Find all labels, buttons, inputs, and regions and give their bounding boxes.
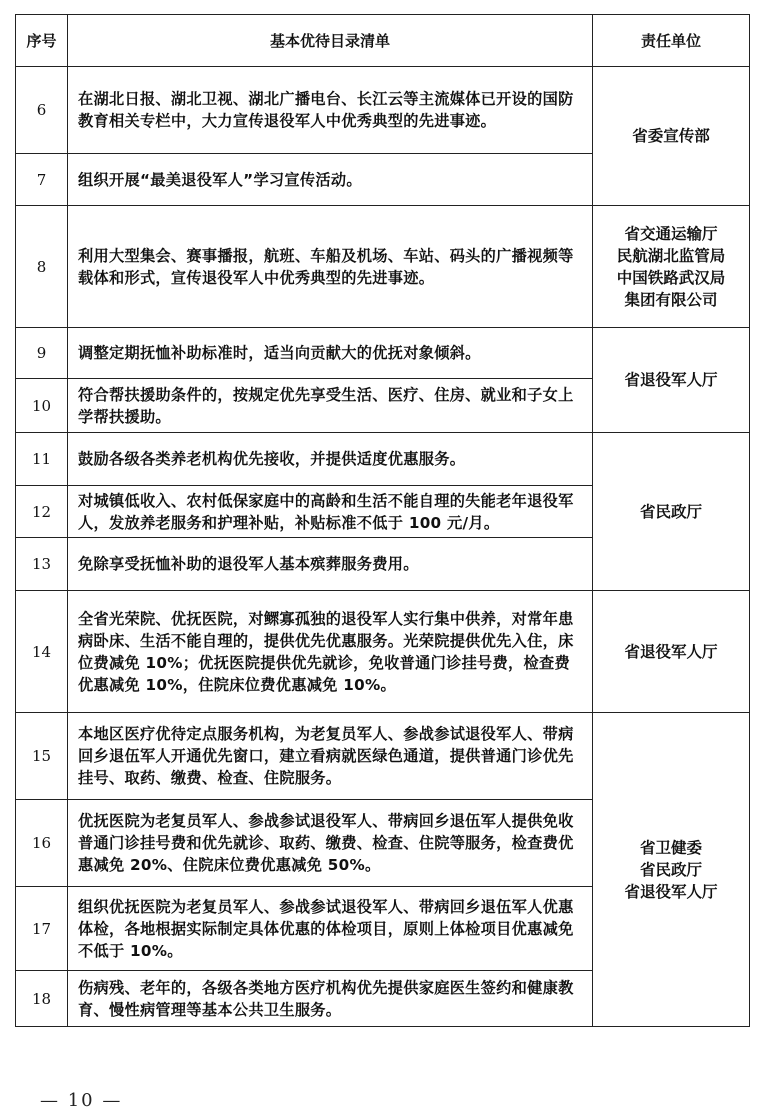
row-text: 利用大型集会、赛事播报，航班、车船及机场、车站、码头的广播视频等载体和形式，宣传退役军人中优秀典型的先进事迹。 — [68, 206, 593, 328]
row-text: 在湖北日报、湖北卫视、湖北广播电台、长江云等主流媒体已开设的国防教育相关专栏中，大力宣传退役军人中优秀典型的先进事迹。 — [68, 67, 593, 154]
preferential-treatment-table — [15, 14, 750, 1027]
table-row — [16, 591, 750, 713]
row-text: 免除享受抚恤补助的退役军人基本殡葬服务费用。 — [68, 538, 593, 591]
unit-line: 省退役军人厅 — [624, 371, 718, 389]
responsible-unit — [593, 67, 750, 206]
table-row — [16, 206, 750, 328]
row-no: 16 — [16, 800, 68, 887]
header-unit: 责任单位 — [593, 15, 750, 67]
header-no: 序号 — [16, 15, 68, 67]
row-no: 6 — [16, 67, 68, 154]
row-text: 调整定期抚恤补助标准时，适当向贡献大的优抚对象倾斜。 — [68, 328, 593, 379]
unit-line: 中国铁路武汉局 — [616, 268, 726, 287]
row-no: 14 — [16, 591, 68, 713]
row-no: 9 — [16, 328, 68, 379]
unit-line: 省卫健委 — [639, 838, 702, 857]
responsible-unit — [593, 433, 750, 591]
row-text: 符合帮扶援助条件的，按规定优先享受生活、医疗、住房、就业和子女上学帮扶援助。 — [68, 379, 593, 433]
row-text: 伤病残、老年的，各级各类地方医疗机构优先提供家庭医生签约和健康教育、慢性病管理等基本公共卫生服务。 — [68, 971, 593, 1027]
row-no: 12 — [16, 486, 68, 538]
unit-line: 省委宣传部 — [632, 127, 710, 145]
row-no: 8 — [16, 206, 68, 328]
row-text: 全省光荣院、优抚医院，对鳏寡孤独的退役军人实行集中供养，对常年患病卧床、生活不能自理的，提供优先优惠服务。光荣院提供优先入住，床位费减免 10%；优抚医院提供优先就诊，免收普通门诊挂号费，检查费优惠减免 10%，住院床位费优惠减免 10%。 — [68, 591, 593, 713]
row-no: 7 — [16, 154, 68, 206]
row-text: 优抚医院为老复员军人、参战参试退役军人、带病回乡退伍军人提供免收普通门诊挂号费和优先就诊、取药、缴费、检查、住院等服务，检查费优惠减免 20%、住院床位费优惠减免 50%。 — [68, 800, 593, 887]
responsible-unit — [593, 713, 750, 1027]
row-text: 对城镇低收入、农村低保家庭中的高龄和生活不能自理的失能老年退役军人，发放养老服务和护理补贴，补贴标准不低于 100 元/月。 — [68, 486, 593, 538]
row-text: 本地区医疗优待定点服务机构，为老复员军人、参战参试退役军人、带病回乡退伍军人开通优先窗口，建立看病就医绿色通道，提供普通门诊优先挂号、取药、缴费、检查、住院服务。 — [68, 713, 593, 800]
table-row — [16, 67, 750, 154]
row-no: 15 — [16, 713, 68, 800]
row-no: 10 — [16, 379, 68, 433]
table-row — [16, 328, 750, 379]
table-row — [16, 433, 750, 486]
unit-line: 省退役军人厅 — [624, 882, 718, 901]
unit-line: 集团有限公司 — [624, 290, 718, 309]
row-no: 13 — [16, 538, 68, 591]
responsible-unit — [593, 328, 750, 433]
unit-line: 省民政厅 — [639, 502, 702, 521]
row-text: 组织开展“最美退役军人”学习宣传活动。 — [68, 154, 593, 206]
page-number: — 10 — — [40, 1090, 123, 1111]
row-no: 11 — [16, 433, 68, 486]
unit-line: 省民政厅 — [639, 860, 702, 879]
header-list: 基本优待目录清单 — [68, 15, 593, 67]
responsible-unit — [593, 591, 750, 713]
row-no: 18 — [16, 971, 68, 1027]
unit-line: 民航湖北监管局 — [616, 246, 726, 265]
responsible-unit — [593, 206, 750, 328]
unit-line: 省退役军人厅 — [624, 642, 718, 661]
unit-line: 省交通运输厅 — [624, 224, 718, 243]
table-row — [16, 713, 750, 800]
row-text: 组织优抚医院为老复员军人、参战参试退役军人、带病回乡退伍军人优惠体检，各地根据实际制定具体优惠的体检项目，原则上体检项目优惠减免不低于 10%。 — [68, 887, 593, 971]
header-row — [16, 15, 750, 67]
row-no: 17 — [16, 887, 68, 971]
row-text: 鼓励各级各类养老机构优先接收，并提供适度优惠服务。 — [68, 433, 593, 486]
